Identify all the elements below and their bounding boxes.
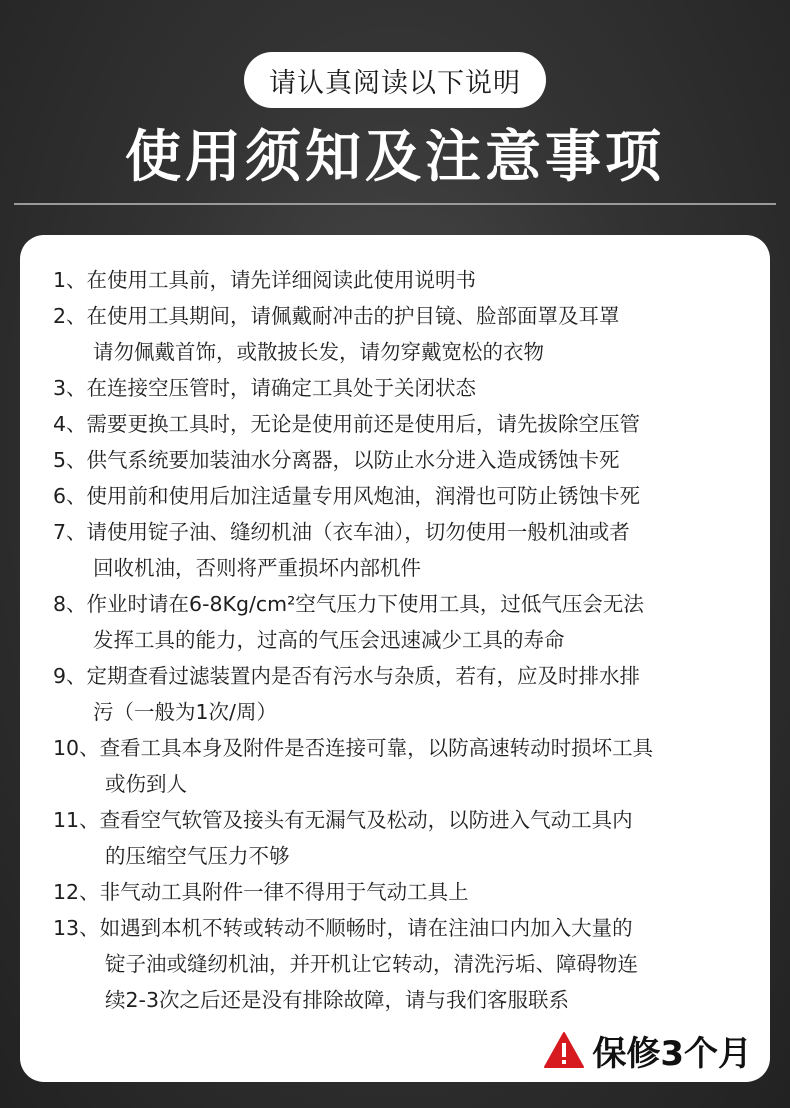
note-5-line-1: 5、供气系统要加装油水分离器，以防止水分进入造成锈蚀卡死 (53, 448, 620, 472)
notes-list (53, 262, 763, 1018)
list-item (53, 406, 763, 442)
note-1-line-1: 1、在使用工具前，请先详细阅读此使用说明书 (53, 268, 477, 292)
note-7-line-1: 7、请使用锭子油、缝纫机油（衣车油），切勿使用一般机油或者 (53, 520, 630, 544)
note-8-line-1: 8、作业时请在6-8Kg/cm²空气压力下使用工具，过低气压会无法 (53, 592, 644, 616)
warning-icon (544, 1032, 584, 1068)
note-13-line-2: 锭子油或缝纫机油，并开机让它转动，清洗污垢、障碍物连 (105, 952, 638, 976)
note-12-line-1: 12、非气动工具附件一律不得用于气动工具上 (53, 880, 469, 904)
list-item (53, 730, 763, 802)
note-13-line-1: 13、如遇到本机不转或转动不顺畅时，请在注油口内加入大量的 (53, 916, 633, 940)
header-subtitle: 请认真阅读以下说明 (269, 67, 521, 99)
note-2-line-2: 请勿佩戴首饰，或散披长发，请勿穿戴宽松的衣物 (93, 340, 544, 364)
list-item (53, 910, 763, 1018)
note-2-line-1: 2、在使用工具期间，请佩戴耐冲击的护目镜、脸部面罩及耳罩 (53, 304, 620, 328)
list-item (53, 262, 763, 298)
note-3-line-1: 3、在连接空压管时，请确定工具处于关闭状态 (53, 376, 477, 400)
list-item (53, 298, 763, 370)
note-4-line-1: 4、需要更换工具时，无论是使用前还是使用后，请先拔除空压管 (53, 412, 641, 436)
list-item (53, 478, 763, 514)
list-item (53, 442, 763, 478)
note-6-line-1: 6、使用前和使用后加注适量专用风炮油，润滑也可防止锈蚀卡死 (53, 484, 641, 508)
note-8-line-2: 发挥工具的能力，过高的气压会迅速减少工具的寿命 (93, 628, 565, 652)
list-item (53, 514, 763, 586)
note-9-line-1: 9、定期查看过滤装置内是否有污水与杂质，若有，应及时排水排 (53, 664, 641, 688)
list-item (53, 370, 763, 406)
list-item (53, 586, 763, 658)
note-9-line-2: 污（一般为1次/周） (93, 700, 277, 724)
list-item (53, 874, 763, 910)
note-11-line-2: 的压缩空气压力不够 (105, 844, 290, 868)
note-11-line-1: 11、查看空气软管及接头有无漏气及松动，以防进入气动工具内 (53, 808, 633, 832)
list-item (53, 802, 763, 874)
page-title: 使用须知及注意事项 (125, 125, 665, 190)
title-divider (14, 203, 776, 205)
warranty-badge (544, 1020, 752, 1080)
warranty-label: 保修3个月 (592, 1033, 752, 1074)
note-10-line-1: 10、查看工具本身及附件是否连接可靠，以防高速转动时损坏工具 (53, 736, 654, 760)
list-item (53, 658, 763, 730)
note-13-line-3: 续2-3次之后还是没有排除故障，请与我们客服联系 (105, 988, 569, 1012)
note-7-line-2: 回收机油，否则将严重损坏内部机件 (93, 556, 421, 580)
note-10-line-2: 或伤到人 (105, 772, 187, 796)
header-subtitle-pill (244, 52, 546, 108)
